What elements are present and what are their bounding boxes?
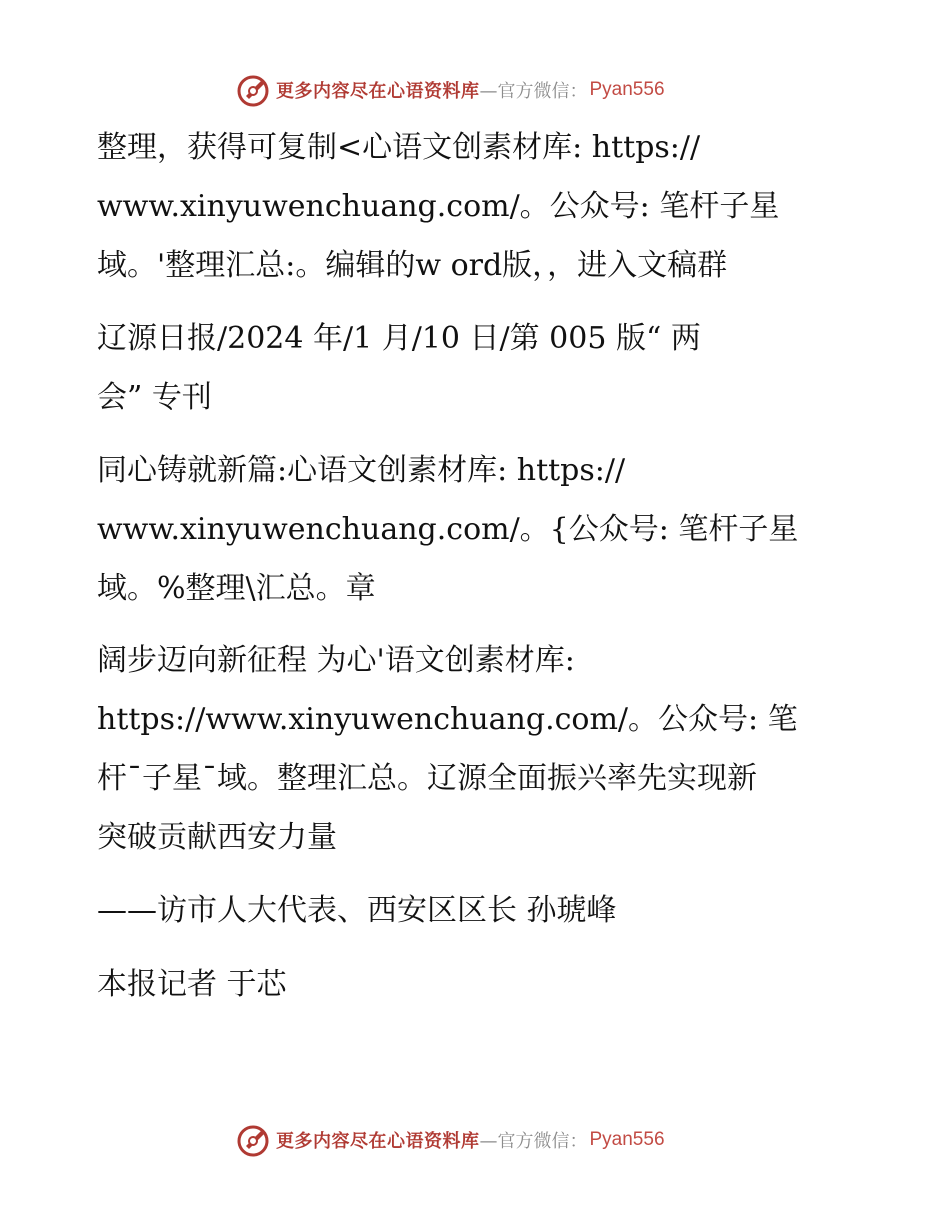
paragraph-interview (97, 881, 867, 940)
text-line: www.xinyuwenchuang.com/。{公众号: 笔杆子星 (97, 512, 799, 547)
text-line: www.xinyuwenchuang.com/。公众号: 笔杆子星 (97, 189, 780, 224)
banner-suffix: —官方微信： (479, 81, 588, 102)
footer-banner (236, 1120, 665, 1160)
paragraph-source (97, 309, 867, 427)
text-line: 突破贡献西安力量 (97, 820, 337, 855)
banner-suffix: —官方微信： (479, 1131, 588, 1152)
text-line: 阔步迈向新征程 为心'语文创素材库: (97, 643, 575, 678)
banner-wechat-id: Pyan556 (589, 79, 665, 100)
text-line: 辽源日报/2024 年/1 月/10 日/第 005 版“ 两 (97, 321, 701, 356)
banner-wechat-id: Pyan556 (589, 1129, 665, 1150)
paragraph-heading-1 (97, 441, 867, 618)
text-line: ——访市人大代表、西安区区长 孙琥峰 (97, 893, 617, 928)
text-line: 整理，获得可复制<心语文创素材库: https:// (97, 130, 701, 165)
text-line: 域。'整理汇总:。编辑的w ord版，，进入文稿群 (97, 248, 728, 283)
text-line: 杆¯子星¯域。整理汇总。辽源全面振兴率先实现新 (97, 761, 757, 796)
paragraph-heading-2 (97, 631, 867, 867)
pen-circle-logo-icon (236, 1122, 272, 1158)
banner-text: 更多内容尽在心语资料库 (276, 1131, 480, 1152)
pen-circle-logo-icon (236, 72, 272, 108)
text-line: 同心铸就新篇:心语文创素材库: https:// (97, 453, 626, 488)
text-line: 域。%整理\汇总。章 (97, 571, 376, 606)
paragraph-reporter (97, 955, 867, 1014)
text-line: https://www.xinyuwenchuang.com/。公众号: 笔 (97, 702, 798, 737)
text-line: 会” 专刊 (97, 380, 212, 415)
paragraph-intro (97, 118, 867, 295)
header-banner (236, 70, 665, 110)
banner-text: 更多内容尽在心语资料库 (276, 81, 480, 102)
text-line: 本报记者 于芯 (97, 967, 287, 1002)
